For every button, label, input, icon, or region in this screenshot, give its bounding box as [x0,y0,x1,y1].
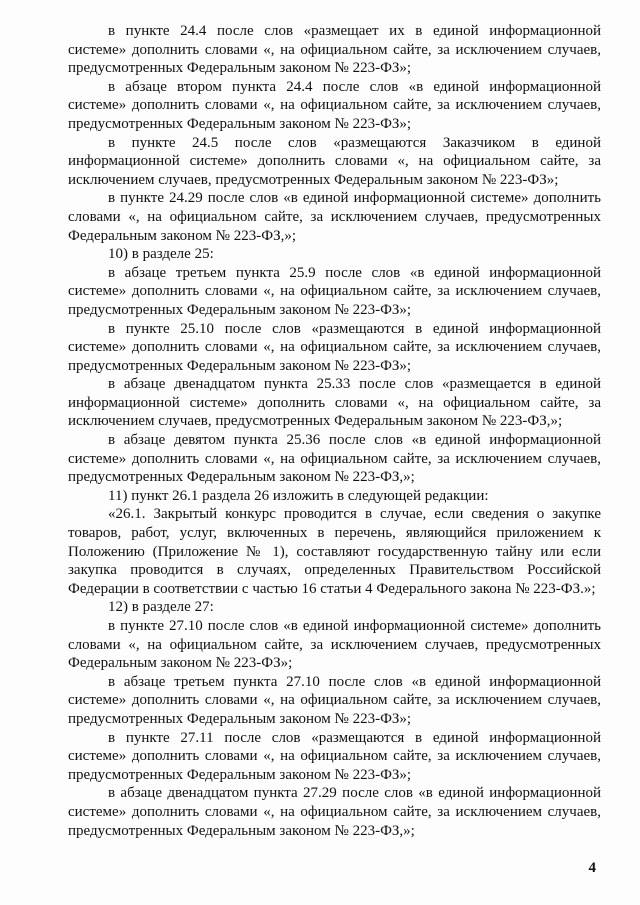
paragraph: в пункте 24.29 после слов «в единой информационной системе» дополнить словами «, на официальном сайте, за исключением случаев, предусмотренных Федеральным законом № 223-ФЗ,»; [68,190,601,244]
paragraph: в пункте 27.10 после слов «в единой информационной системе» дополнить словами «, на официальном сайте, за исключением случаев, предусмотренных Федеральным законом № 223-ФЗ»; [68,618,601,672]
paragraph: в абзаце двенадцатом пункта 27.29 после слов «в единой информационной системе» дополнить словами «, на официальном сайте, за исключением случаев, предусмотренных Федеральным законом № 223-ФЗ,»; [68,785,601,839]
paragraph: в абзаце втором пункта 24.4 после слов «в единой информационной системе» дополнить словами «, на официальном сайте, за исключением случаев, предусмотренных Федеральным законом № 223-ФЗ»; [68,78,601,132]
paragraph: в абзаце третьем пункта 25.9 после слов «в единой информационной системе» дополнить словами «, на официальном сайте, за исключением случаев, предусмотренных Федеральным законом № 223-ФЗ»; [68,264,601,318]
paragraph: в абзаце девятом пункта 25.36 после слов «в единой информационной системе» дополнить словами «, на официальном сайте, за исключением случаев, предусмотренных Федеральным законом № 223-ФЗ,»; [68,432,601,486]
section-heading: 10) в разделе 25: [108,246,214,263]
section-heading: 12) в разделе 27: [108,599,214,616]
paragraph: в абзаце третьем пункта 27.10 после слов «в единой информационной системе» дополнить словами «, на официальном сайте, за исключением случаев, предусмотренных Федеральным законом № 223-ФЗ»; [68,673,601,727]
document-body [68,22,601,840]
paragraph: в пункте 24.4 после слов «размещает их в единой информационной системе» дополнить словами «, на официальном сайте, за исключением случаев, предусмотренных Федеральным законом № 223-ФЗ»; [68,23,601,77]
paragraph: «26.1. Закрытый конкурс проводится в случае, если сведения о закупке товаров, работ, услуг, включенных в перечень, являющийся приложением к Положению (Приложение № 1), составляют государственную тайну или если закупка проводится в случаях, определенных Правительством Российской Федерации в соответствии с частью 16 статьи 4 Федерального закона № 223-ФЗ.»; [68,506,601,597]
section-heading: 11) пункт 26.1 раздела 26 изложить в следующей редакции: [108,487,489,504]
paragraph: в пункте 24.5 после слов «размещаются Заказчиком в единой информационной системе» дополнить словами «, на официальном сайте, за исключением случаев, предусмотренных Федеральным законом № 223-ФЗ»; [68,134,601,188]
paragraph: в пункте 25.10 после слов «размещаются в единой информационной системе» дополнить словами «, на официальном сайте, за исключением случаев, предусмотренных Федеральным законом № 223-ФЗ»; [68,320,601,374]
page-number: 4 [588,860,596,876]
paragraph: в абзаце двенадцатом пункта 25.33 после слов «размещается в единой информационной системе» дополнить словами «, на официальном сайте, за исключением случаев, предусмотренных Федеральным законом № 223-ФЗ,»; [68,376,601,430]
paragraph: в пункте 27.11 после слов «размещаются в единой информационной системе» дополнить словами «, на официальном сайте, за исключением случаев, предусмотренных Федеральным законом № 223-ФЗ»; [68,729,601,783]
